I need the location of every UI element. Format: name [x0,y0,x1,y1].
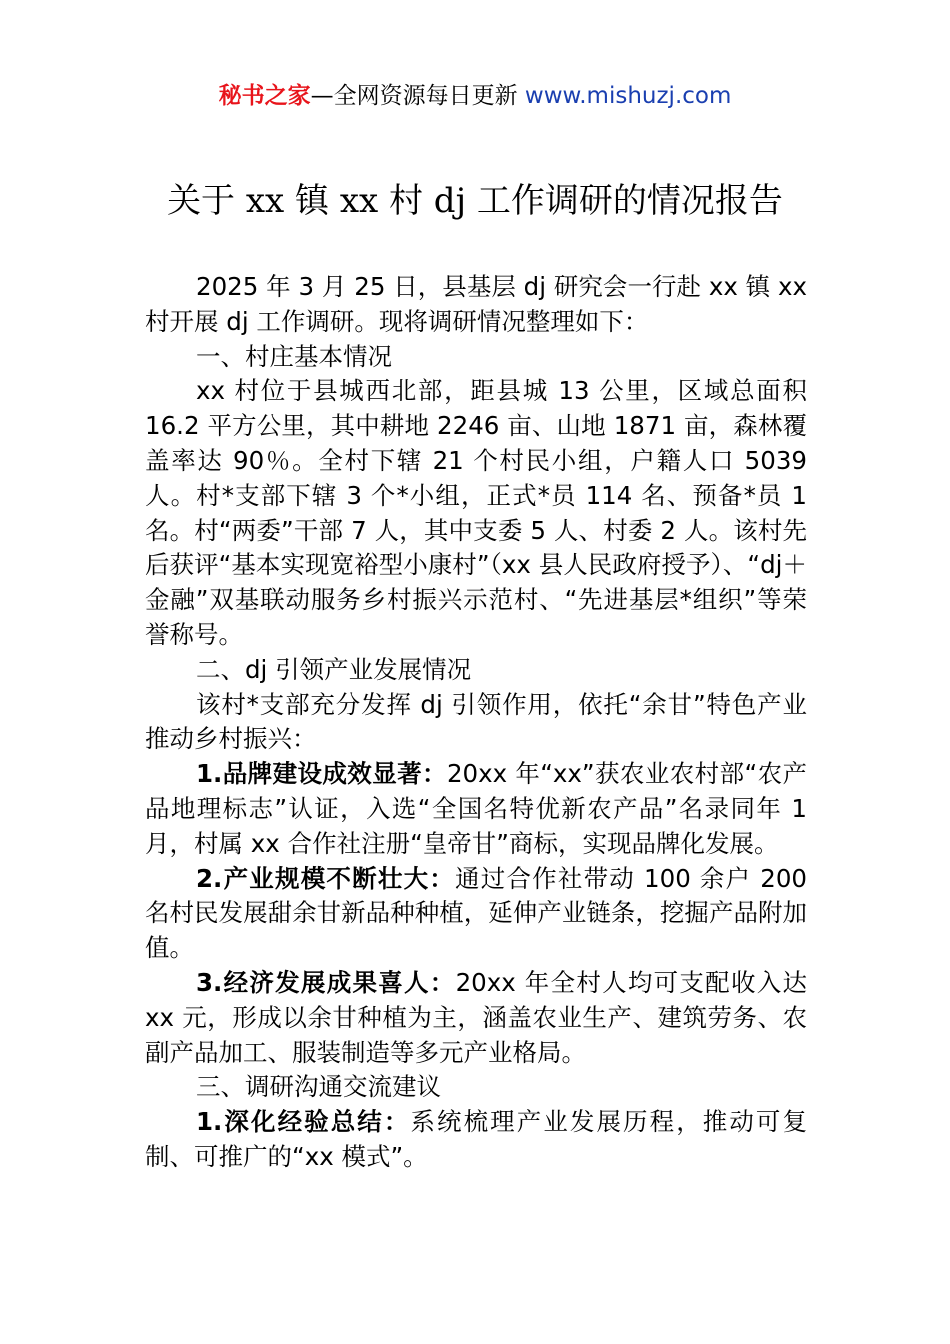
paragraph-economy: 3.经济发展成果喜人：20xx 年全村人均可支配收入达 xx 元，形成以余甘种植为主，涵盖农业生产、建筑劳务、农副产品加工、服装制造等多元产业格局。 [145,967,807,1067]
header-tagline: —全网资源每日更新 [310,83,525,109]
document-body [145,270,807,1175]
document-title: 关于 xx 镇 xx 村 dj 工作调研的情况报告 [167,181,783,221]
section-heading-3: 三、调研沟通交流建议 [196,1072,441,1102]
bold-lead: 1.深化经验总结： [196,1107,411,1137]
bold-lead: 2.产业规模不断壮大： [196,863,456,893]
paragraph-intro: 2025 年 3 月 25 日，县基层 dj 研究会一行赴 xx 镇 xx 村开展 dj 工作调研。现将调研情况整理如下： [145,272,807,336]
brand-name: 秘书之家 [218,83,311,109]
section-heading-2: 二、dj 引领产业发展情况 [196,654,472,684]
paragraph-suggestion-1: 1.深化经验总结：系统梳理产业发展历程，推动可复制、可推广的“xx 模式”。 [145,1107,807,1171]
site-header [0,80,950,112]
paragraph-industry-intro: 该村*支部充分发挥 dj 引领作用，依托“余甘”特色产业推动乡村振兴： [145,689,807,754]
paragraph-village-info: xx 村位于县城西北部，距县城 13 公里，区域总面积 16.2 平方公里，其中耕地 2246 亩、山地 1871 亩，森林覆盖率达 90％。全村下辖 21 个村民小组，户籍人口 5039 人。村*支部下辖 3 个*小组，正式*员 114 名、预备*员 1 名。村“两委”干部 7 人，其中支委 5 人、村委 2 人。该村先后获评“基本实现宽裕型小康村”（xx 县人民政府授予）、“dj＋金融”双基联动服务乡村振兴示范村、“先进基层*组织”等荣誉称号。 [145,376,807,649]
bold-lead: 1.品牌建设成效显著： [196,759,447,789]
paragraph-brand: 1.品牌建设成效显著：20xx 年“xx”获农业农村部“农产品地理标志”认证，入选“全国名特优新农产品”名录同年 1 月，村属 xx 合作社注册“皇帝甘”商标，实现品牌化发展。 [145,759,807,858]
paragraph-scale: 2.产业规模不断壮大：通过合作社带动 100 余户 200 名村民发展甜余甘新品种种植，延伸产业链条，挖掘产品附加值。 [145,863,807,963]
section-heading-1: 一、村庄基本情况 [196,341,392,371]
site-url-link[interactable]: www.mishuzj.com [524,83,732,109]
bold-lead: 3.经济发展成果喜人： [196,967,456,997]
